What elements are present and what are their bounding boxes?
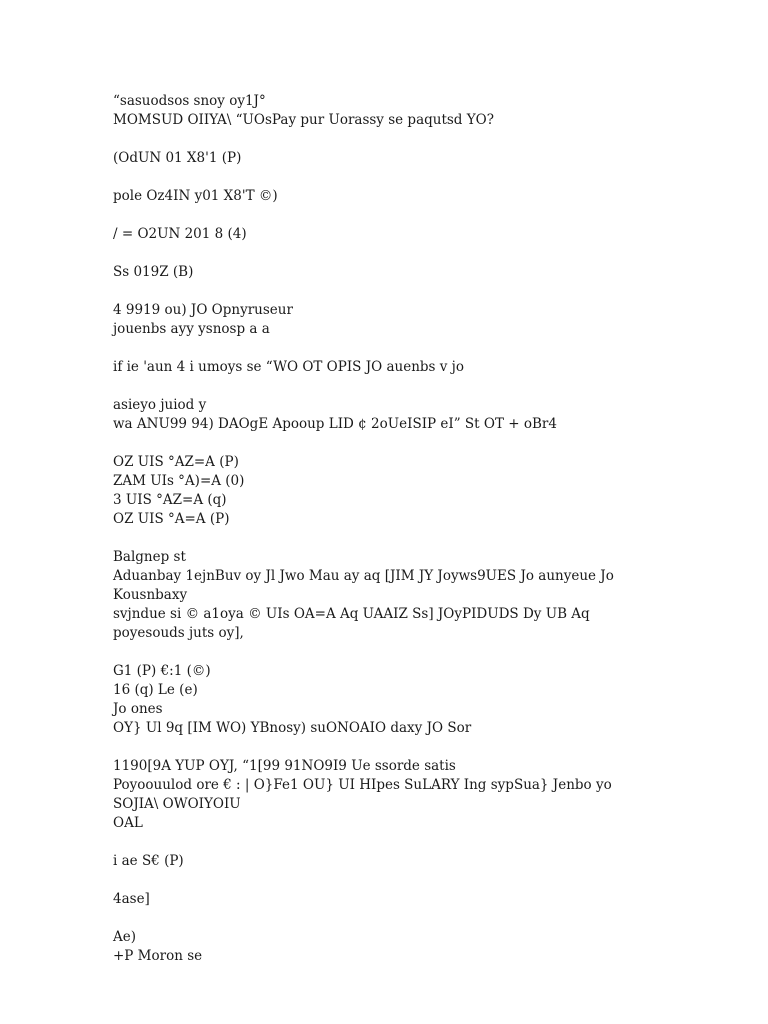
text-line: Ss 019Z (B) xyxy=(113,264,194,280)
text-line: OAL xyxy=(113,815,143,831)
text-line: ZAM UIs °A)=A (0) xyxy=(113,473,245,489)
text-line: jouenbs ayy ysnosp a a xyxy=(113,321,270,337)
paragraph xyxy=(113,225,653,244)
paragraph xyxy=(113,301,653,339)
text-line: (OdUN 01 X8'1 (P) xyxy=(113,150,242,166)
paragraph xyxy=(113,890,653,909)
paragraph xyxy=(113,453,653,529)
text-line: svjndue si © a1oya © UIs OA=A Aq UAAIZ Ss] JOyPIDUDS Dy UB Aq poyesouds juts oy], xyxy=(113,606,594,641)
paragraph xyxy=(113,92,653,130)
text-line: 4ase] xyxy=(113,891,150,907)
text-line: i ae S€ (P) xyxy=(113,853,184,869)
text-line: OZ UIS °A=A (P) xyxy=(113,511,230,527)
text-line: +P Moron se xyxy=(113,948,203,964)
text-line: OY} Ul 9q [IM WO) YBnosy) suONOAIO daxy JO Sor xyxy=(113,720,472,736)
paragraph xyxy=(113,928,653,966)
text-line: “sasuodsos snoy oy1J° xyxy=(113,93,266,109)
text-line: G1 (P) €:1 (©) xyxy=(113,663,211,679)
paragraph xyxy=(113,662,653,738)
text-line: 16 (q) Le (e) xyxy=(113,682,198,698)
paragraph xyxy=(113,852,653,871)
text-line: OZ UIS °AZ=A (P) xyxy=(113,454,239,470)
text-line: wa ANU99 94) DAOgE Apooup LID ¢ 2oUeISIP eI” St OT + oBr4 xyxy=(113,416,557,432)
paragraph xyxy=(113,149,653,168)
paragraph xyxy=(113,187,653,206)
text-line: 3 UIS °AZ=A (q) xyxy=(113,492,227,508)
text-line: if ie 'aun 4 i umoys se “WO OT OPIS JO auenbs v jo xyxy=(113,359,464,375)
text-line: asieyo juiod y xyxy=(113,397,207,413)
text-line: Balgnep st xyxy=(113,549,186,565)
paragraph xyxy=(113,548,653,643)
text-line: pole Oz4IN y01 X8'T ©) xyxy=(113,188,278,204)
text-line: MOMSUD OIIYA\ “UOsPay pur Uorassy se paqutsd YO? xyxy=(113,112,494,128)
text-line: Aduanbay 1ejnBuv oy Jl Jwo Mau ay aq [JIM JY Joyws9UES Jo aunyeue Jo Kousnbaxy xyxy=(113,568,619,603)
text-line: 4 9919 ou) JO Opnyruseur xyxy=(113,302,293,318)
paragraph xyxy=(113,358,653,377)
text-line: Ae) xyxy=(113,929,137,945)
text-line: Poyoouulod ore € : | O}Fe1 OU} UI HIpes SuLARY Ing sypSua} Jenbo yo SOJIA\ OWOIYOIU xyxy=(113,777,617,812)
text-line: / = O2UN 201 8 (4) xyxy=(113,226,247,242)
paragraph xyxy=(113,263,653,282)
text-line: 1190[9A YUP OYJ, “1[99 91NO9I9 Ue ssorde satis xyxy=(113,758,456,774)
paragraph xyxy=(113,396,653,434)
paragraph xyxy=(113,757,653,833)
text-line: Jo ones xyxy=(113,701,163,717)
document-body xyxy=(113,92,653,985)
